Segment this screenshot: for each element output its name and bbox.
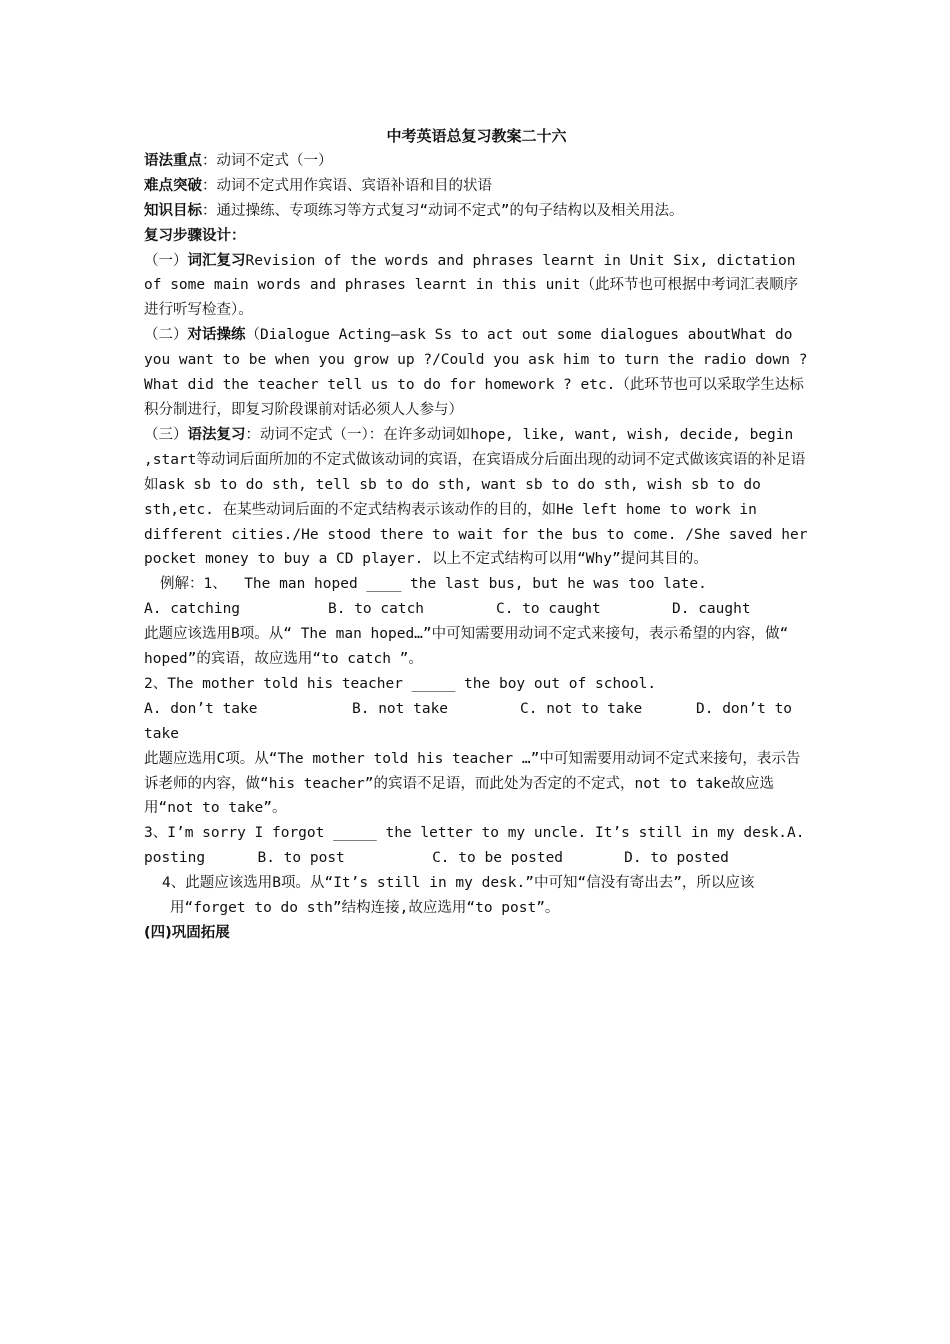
difficulty-text: ：动词不定式用作宾语、宾语补语和目的状语 [202,177,492,194]
document-title: 中考英语总复习教案二十六 [386,127,567,145]
grammar-focus-label: 语法重点 [144,152,202,169]
steps-heading: 复习步骤设计： [144,227,246,244]
step-2-label: 对话操练 [187,327,246,344]
example-2-explanation: 此题应选用C项。从“The mother told his teacher …”中可知需要用动词不定式来接句，表示告诉老师的内容，做“his teacher”的宾语不足语，而此处为否定的不定式，not to take故应选用“not to take”。 [144,750,801,817]
objective-line [144,199,809,224]
step-1-number: （一） [144,252,188,269]
step-1-text: Revision of the words and phrases learnt in Unit Six, dictation of some main words and phrases learnt in this unit（此环节也可根据中考词汇表顺序进行听写检查）。 [144,252,805,319]
difficulty-label: 难点突破 [144,177,202,194]
example-2-option-c: C. not to take [520,700,643,717]
example-1-explanation: 此题应该选用B项。从“ The man hoped…”中可知需要用动词不定式来接句，表示希望的内容，做“ hoped”的宾语，故应选用“to catch ”。 [144,626,798,668]
step-3-paragraph [144,423,817,572]
step-3-number: （三） [144,426,188,443]
example-2-option-b: B. not take [352,700,449,717]
step-2-number: （二） [144,327,188,344]
example-2-question: 2、The mother told his teacher _____ the boy out of school. [144,675,657,692]
objective-text: ：通过操练、专项练习等方式复习“动词不定式”的句子结构以及相关用法。 [202,202,684,219]
example-1-option-c: C. to caught [496,601,601,618]
example-1-option-a: A. catching [144,601,241,618]
step-4-heading: (四)巩固拓展 [144,925,230,941]
difficulty-line [144,174,809,199]
document-page [144,124,817,946]
example-3-question: 3、I’m sorry I forgot _____ the letter to my uncle. It’s still in my desk.A. posting B. to post C. to be posted D. to posted [144,825,814,867]
step-2-paragraph [144,323,817,423]
objective-label: 知识目标 [144,202,202,219]
example-1-options [144,597,809,622]
example-1-question: 例解：1、 The man hoped ____ the last bus, but he was too late. [160,576,707,593]
example-2-option-a: A. don’t take [144,700,258,717]
grammar-focus-text: ：动词不定式（一） [202,152,333,169]
step-3-label: 语法复习 [187,426,246,443]
example-1-option-b: B. to catch [328,601,425,618]
step-3-text: ：动词不定式（一）：在许多动词如hope, like, want, wish, decide, begin ,start等动词后面所加的不定式做该动词的宾语，在宾语成分后面出现的动词不定式做该宾语的补足语如ask sb to do sth, tell sb to do sth, want sb to do sth, wish sb to do sth,etc. 在某些动词后面的不定式结构表示该动作的目的，如He left home to work in different cities./He stood there to wait for the bus to come. /She saved her pocket money to buy a CD player. 以上不定式结构可以用“Why”提问其目的。 [144,426,817,568]
example-2-options [144,697,809,722]
step-1-paragraph [144,249,809,324]
example-2-option-d: D. don’t to [696,700,793,717]
step-1-label: 词汇复习 [187,252,246,269]
example-3-explanation: 4、此题应该选用B项。从“It’s still in my desk.”中可知“信没有寄出去”，所以应该用“forget to do sth”结构连接,故应选用“to post”。 [162,875,755,917]
step-2-text: （Dialogue Acting—ask Ss to act out some dialogues aboutWhat do you want to be when you grow up ?/Could you ask him to turn the radio down ? What did the teacher tell us to do for homework ? etc.（此环节也可以采取学生达标积分制进行，即复习阶段课前对话必须人人参与） [144,327,817,418]
example-1-option-d: D. caught [672,601,751,618]
grammar-focus-line [144,149,809,174]
example-2-option-wrap: take [144,725,179,742]
